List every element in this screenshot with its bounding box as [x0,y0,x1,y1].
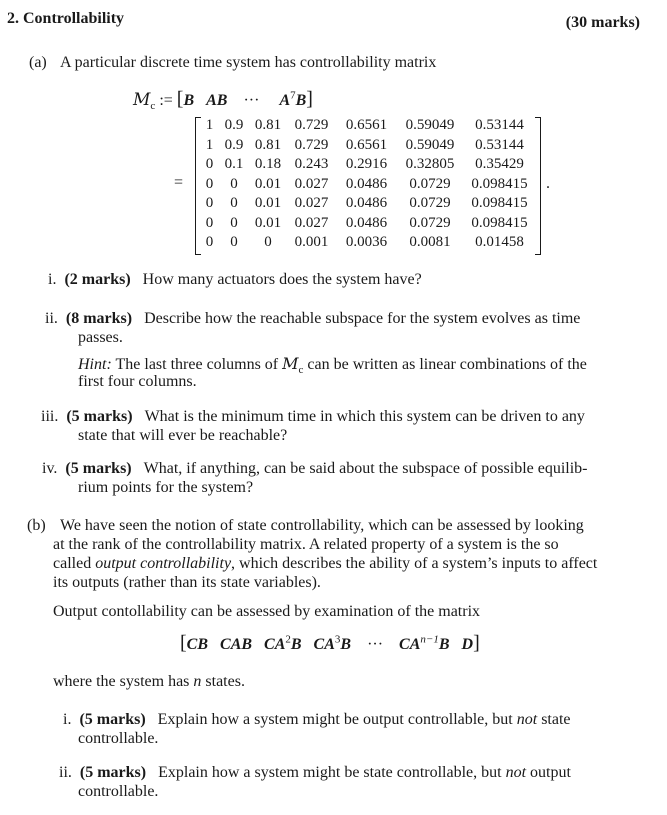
b-i-text-post: state [541,711,571,728]
question-title: 2. Controllability [7,10,125,27]
term-ca3-b: B [340,636,352,653]
matrix-cell: 0.32805 [405,156,455,173]
controllability-matrix-definition: $M_c$ := [B AB ··· $A^7B$] [133,88,313,113]
matrix-cell: 0.0729 [409,214,451,231]
line3-pre: called [53,555,92,572]
where-n: n [193,673,202,690]
matrix-cell: 0.18 [254,156,282,173]
equals-sign: = [174,174,184,191]
matrix-cell: 0.027 [294,214,329,231]
b-ii-text-pre: Explain how a system might be state controllable, but [158,764,502,781]
where-pre: where the system has [53,673,190,690]
term-cb: CB [186,636,209,653]
matrix-cell: 0.729 [294,136,329,153]
header-sup: 7 [290,89,296,102]
matrix-cell: 0 [205,214,214,231]
matrix-cell: 0 [205,234,214,251]
output-controllability-term: output controllability [95,555,232,572]
matrix-cell: 0.0486 [345,214,388,231]
term-can1: CA [399,636,421,653]
matrix-cell: 0.098415 [471,195,528,212]
matrix-row [200,214,536,234]
term-ca3: CA [313,636,335,653]
part-b-line-4: its outputs (rather than its state variables). [53,574,321,591]
matrix-cell: 0.81 [254,136,282,153]
b-ii-text-post: output [530,764,571,781]
b-i-number: i. [63,711,72,728]
matrix-cell: 0.59049 [405,136,455,153]
matrix-cell: 0.59049 [405,117,455,134]
a-iii-item [41,408,585,426]
matrix-cell: 0.81 [254,117,282,134]
matrix-cell: 0 [205,195,214,212]
b-i-item [63,711,571,729]
part-b-line-3 [53,555,597,573]
matrix-cell: 0.098415 [471,175,528,192]
matrix-cell: 0.01 [254,195,282,212]
matrix-cell: 0.6561 [345,117,388,134]
matrix-row [200,194,536,214]
output-controllability-matrix: [CB CAB $CA^2B$ $CA^3B$ ··· $CA^{n-1}B$ D] [180,632,480,654]
a-ii-hint-2: first four columns. [78,373,197,390]
part-a-intro: A particular discrete time system has controllability matrix [60,54,437,71]
a-iv-text-2: rium points for the system? [78,479,254,496]
a-ii-text-2: passes. [78,329,123,346]
matrix-cell: 0.2916 [345,156,388,173]
formula-dots: ··· [367,636,384,653]
hint-text-1: The last three columns of [115,356,279,373]
part-b-line-2: at the rank of the controllability matrix. A related property of a system is the so [53,536,559,553]
matrix-cell: 0.027 [294,175,329,192]
a-iv-number: iv. [42,460,58,477]
term-can1-b: B [438,636,450,653]
matrix-cell: 0.243 [294,156,329,173]
matrix-cell: 0.1 [224,156,244,173]
matrix-cell: 0.01458 [475,234,524,251]
b-ii-number: ii. [59,764,72,781]
matrix-cell: 0.0729 [409,195,451,212]
matrix-cell: 0 [264,234,272,251]
matrix-row [200,233,536,253]
a-i-number: i. [48,271,57,288]
b-ii-text-2: controllable. [78,783,159,800]
mc-subscript: c [150,100,156,113]
term-can1-sup: n−1 [420,633,439,646]
header-b2: B [295,92,307,109]
a-iii-text-2: state that will ever be reachable? [78,427,288,444]
where-statement [53,673,245,691]
matrix-cell: 0.0486 [345,175,388,192]
matrix-cell: 0.53144 [475,136,524,153]
question-marks: (30 marks) [565,14,640,31]
line3-post: , which describes the ability of a system’s inputs to affect [231,555,598,572]
b-i-text-em: not [516,711,538,728]
a-i-text: How many actuators does the system have? [142,271,422,288]
a-iv-text-1: What, if anything, can be said about the subspace of possible equilib- [143,460,588,477]
a-ii-text-1: Describe how the reachable subspace for the system evolves as time [144,310,581,327]
b-ii-marks: (5 marks) [79,764,147,781]
controllability-matrix [200,116,536,253]
header-b: B [183,92,195,109]
hint-mc-symbol: M [282,354,299,373]
matrix-cell: 0.729 [294,117,329,134]
a-ii-marks: (8 marks) [65,310,133,327]
a-iii-text-1: What is the minimum time in which this system can be driven to any [144,408,585,425]
term-cab: CAB [220,636,253,653]
matrix-cell: 0.01 [254,214,282,231]
matrix-cell: 0.0081 [409,234,451,251]
a-iii-number: iii. [41,408,59,425]
matrix-period: . [546,175,550,192]
a-ii-number: ii. [45,310,58,327]
b-i-text-2: controllable. [78,730,159,747]
matrix-cell: 0.0486 [345,195,388,212]
matrix-cell: 0.9 [224,136,244,153]
matrix-cell: 1 [205,136,214,153]
part-b-label: (b) [27,517,46,534]
b-ii-text-em: not [505,764,527,781]
matrix-cell: 0.001 [294,234,329,251]
a-i-item [48,271,422,289]
matrix-row [200,155,536,175]
hint-mc-subscript: c [298,364,304,377]
matrix-cell: 0.098415 [471,214,528,231]
matrix-cell: 0 [205,175,214,192]
b-i-marks: (5 marks) [79,711,146,728]
a-ii-item [45,310,580,328]
term-ca3-sup: 3 [334,633,341,646]
part-a-label: (a) [29,54,47,71]
a-iv-item [42,460,588,478]
a-i-marks: (2 marks) [64,271,131,288]
hint-label: Hint: [78,356,112,373]
part-b-line-1: We have seen the notion of state controllability, which can be assessed by looking [60,517,584,534]
matrix-cell: 0.027 [294,195,329,212]
matrix-cell: 0.0729 [409,175,451,192]
matrix-cell: 0 [230,175,238,192]
matrix-cell: 0.53144 [475,117,524,134]
matrix-cell: 0.9 [224,117,244,134]
a-iii-marks: (5 marks) [66,408,133,425]
term-ca2: CA [264,636,286,653]
matrix-cell: 0.01 [254,175,282,192]
matrix-cell: 0.6561 [345,136,388,153]
mc-symbol: M [133,90,151,110]
header-ab: AB [206,92,228,109]
matrix-cell: 1 [205,117,214,134]
header-a: A [279,92,291,109]
matrix-row [200,175,536,195]
b-ii-item [59,764,571,782]
hint-text-2: can be written as linear combinations of the [307,356,587,373]
matrix-cell: 0.0036 [345,234,388,251]
term-ca2-sup: 2 [285,633,291,646]
matrix-cell: 0 [205,156,214,173]
assign-symbol: := [159,92,173,109]
matrix-cell: 0 [230,234,238,251]
where-post: states. [205,673,245,690]
matrix-cell: 0 [230,214,238,231]
term-ca2-b: B [290,636,302,653]
header-dots: ··· [243,92,260,109]
part-b-line-5: Output contollability can be assessed by examination of the matrix [53,603,481,620]
b-i-text-pre: Explain how a system might be output controllable, but [157,711,513,728]
a-iv-marks: (5 marks) [65,460,132,477]
matrix-row [200,136,536,156]
term-d: D [461,636,474,653]
matrix-cell: 0 [230,195,238,212]
matrix-row [200,116,536,136]
matrix-cell: 0.35429 [475,156,524,173]
